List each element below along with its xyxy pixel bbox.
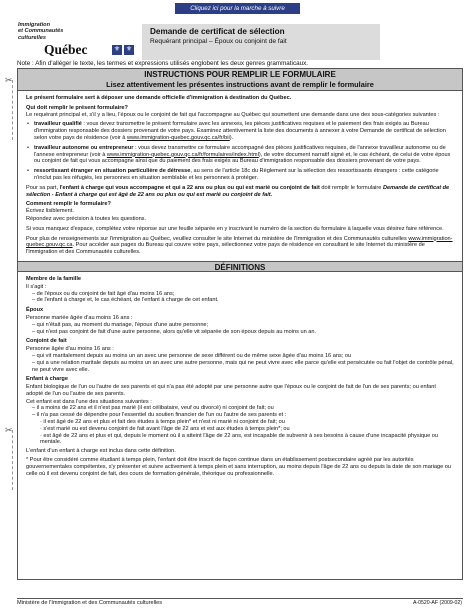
list-item: • ressortissant étranger en situation particulière de détresse, au sens de l'article 18c du Règlement sur la sélection des ressortissants étrangers : cette catégorie n'inclut pas les réfugiés, les personnes en situation semblable et les personnes à protéger.: [26, 168, 454, 182]
instructions-heading: INSTRUCTIONS POUR REMPLIR LE FORMULAIRE: [144, 70, 336, 79]
question-how: Comment remplir le formulaire?: [26, 201, 111, 208]
list-item: – de l'enfant à charge et, le cas échéant, de l'enfant à charge de cet enfant.: [32, 297, 219, 304]
scissors-icon: ✂: [5, 75, 13, 85]
instructions-heading-band: [18, 69, 462, 91]
term-spouse: Époux: [26, 307, 44, 314]
definition-text: Cet enfant est dans l'une des situations suivantes :: [26, 398, 152, 405]
term-common-law: Conjoint de fait: [26, 338, 67, 345]
instructions-frame: [17, 68, 463, 580]
forms-link[interactable]: www.immigration-quebec.gouv.qc.ca/fr/formulaires/index.html: [106, 151, 259, 158]
logo-quebec-text: Québec: [44, 42, 88, 57]
gender-note: Note : Afin d'alléger le texte, les termes et expressions utilisés englobent les deux genres grammaticaux.: [17, 60, 309, 67]
how-text-3: Si vous manquez d'espace, complétez votre réponse sur une feuille séparée en y inscrivant le numéro de la section du formulaire à laquelle vous désirez faire référence.: [26, 225, 444, 232]
form-title: Demande de certificat de sélection: [150, 27, 285, 36]
list-item: – de l'époux ou du conjoint de fait âgé d'au moins 16 ans;: [32, 290, 175, 297]
who-text: Le requérant principal et, s'il y a lieu, l'époux ou le conjoint de fait qui l'accompagne au Québec qui soumettent une demande dans une des sous-catégories suivantes :: [26, 111, 440, 118]
footer-form-code: A-0520-AF (2009-02): [412, 600, 462, 606]
definition-text: L'enfant d'un enfant à charge est inclus dans cette définition.: [26, 448, 176, 455]
logo-line-3: culturelles: [18, 34, 46, 41]
definition-list: [26, 291, 454, 305]
instructions-subheading: Lisez attentivement les présentes instructions avant de remplir le formulaire: [106, 80, 374, 89]
list-item: · est âgé de 22 ans et plus et qui, depuis le moment où il a atteint l'âge de 22 ans, est incapable de subvenir à ses besoins à cause d'une incapacité physique ou mentale.: [40, 432, 439, 446]
list-item: – il a moins de 22 ans et il n'est pas marié (il est célibataire, veuf ou divorcé) ni conjoint de fait; ou: [32, 405, 274, 412]
definition-text: Personne âgée d'au moins 16 ans :: [26, 346, 114, 353]
intro-text: Le présent formulaire sert à déposer une demande officielle d'immigration à destination du Québec.: [26, 95, 292, 101]
fleur-de-lis-icon: ⚜: [125, 46, 133, 53]
list-item: · il est âgé de 22 ans et plus et fait des études à temps plein* et n'est ni marié ni conjoint de fait; ou: [40, 419, 285, 426]
term-family: Membre de la famille: [26, 275, 82, 282]
more-info-text: Pour plus de renseignements sur l'immigration au Québec, veuillez consulter le site Internet du ministère de l'Immigration et des Communautés culturelles www.immigration-quebec.gouv.qc.ca. Pour accéder aux pages du Bureau qui couvre votre pays, sélectionnez votre pays de résidence en consultant le site Internet du ministère de l'Immigration et des Communautés culturelles.: [26, 235, 453, 256]
definitions-section: [18, 272, 462, 483]
footer-divider: [17, 598, 463, 599]
list-item: • travailleur qualifié : vous devez transmettre le présent formulaire avec les annexes, les pièces justificatives requises et le paiement des frais exigés au Bureau d'immigration responsable des dossiers provenant de votre pays. Examinez attentivement la liste des documents à annexer à votre Demande de certificat de sélection selon votre pays de résidence (voir à www.immigration-quebec.gouv.qc.ca/fr/bii).: [26, 121, 454, 141]
cut-line: [12, 80, 13, 140]
definition-list: [26, 405, 454, 446]
instructions-section: [18, 91, 462, 261]
instructions-link[interactable]: Cliquez ici pour la marche à suivre: [175, 3, 300, 14]
child-text: Pour sa part, l'enfant à charge qui vous accompagne et qui a 22 ans ou plus ou qui est marié ou conjoint de fait doit remplir le formulaire Demande de certificat de sélection - Enfant à charge qui est âgé de 22 ans ou plus ou qui est marié ou conjoint de fait.: [26, 184, 450, 198]
scissors-icon: ✂: [5, 425, 13, 435]
logo-line-2: et Communautés: [18, 28, 64, 35]
list-item: – qui vit maritalement depuis au moins un an avec une personne de sexe différent ou de même sexe âgée d'au moins 16 ans; ou: [32, 352, 352, 359]
quebec-logo: [18, 22, 143, 62]
definitions-heading: DÉFINITIONS: [18, 261, 462, 272]
term-dependent-child: Enfant à charge: [26, 376, 68, 383]
category-list: [26, 121, 454, 181]
definition-text: Enfant biologique de l'un ou l'autre de ses parents et qui n'a pas été adopté par une personne autre que l'époux ou le conjoint de fait de l'un de ses parents; ou enfant adopté de l'un ou l'autre de ses parents.: [26, 384, 436, 397]
list-item: · s'est marié ou est devenu conjoint de fait avant l'âge de 22 ans et est aux études à temps plein*; ou: [40, 425, 290, 432]
definition-list: [26, 322, 454, 336]
header: [16, 22, 462, 62]
definition-list: [26, 353, 454, 373]
form-title-box: [142, 24, 380, 60]
list-item: – qui a une relation maritale depuis au moins un an avec une autre personne, mais qui ne peut vivre avec elle parce qu'elle est persécutée ou fait l'objet de contrôle pénal, ne peut vivre avec elle.: [32, 359, 454, 373]
footer-ministry: Ministère de l'Immigration et des Communautés culturelles: [17, 600, 163, 606]
student-footnote: * Pour être considéré comme étudiant à temps plein, l'enfant doit être inscrit de façon continue dans un établissement postsecondaire agréé par les autorités gouvernementales compétentes, s'y présenter et suivre activement à temps plein et sans interruption, au moins depuis l'âge de 22 ans ou depuis la date de son mariage ou celle où il est devenu conjoint de fait, des cours de formation générale, théorique ou professionnelle.: [26, 457, 452, 477]
form-subtitle: Requérant principal – Époux ou conjoint de fait: [150, 38, 287, 45]
logo-line-1: Immigration: [18, 22, 51, 28]
how-text-2: Répondez avec précision à toutes les questions.: [26, 215, 147, 222]
ministry-link[interactable]: www.immigration-quebec.gouv.qc.ca: [26, 235, 453, 249]
list-item: • travailleur autonome ou entrepreneur : vous devez transmettre ce formulaire accompagné des pièces justificatives requises, de l'annexe travailleur autonome ou de l'annexe entrepreneur (voir à www.immigration-quebec.gouv.qc.ca/fr/formulaires/index.html), de votre document narratif signé et, le cas échéant, de celui de votre époux ou conjoint de fait qui vous accompagne ainsi que du paiement des frais exigés au Bureau d'immigration responsable des dossiers provenant de votre pays.: [26, 145, 454, 165]
fleur-de-lis-icon: ⚜: [113, 46, 121, 53]
definition-text: Il s'agit :: [26, 283, 47, 290]
cut-line: [12, 430, 13, 490]
list-item: – qui n'était pas, au moment du mariage, l'époux d'une autre personne;: [32, 321, 209, 328]
how-text-1: Écrivez lisiblement.: [26, 208, 74, 215]
list-item: – qui n'est pas conjoint de fait d'une autre personne, alors qu'elle vit séparée de son époux depuis au moins un an.: [32, 328, 317, 335]
question-who: Qui doit remplir le présent formulaire?: [26, 104, 128, 111]
definition-text: Personne mariée âgée d'au moins 16 ans :: [26, 314, 133, 321]
bii-link[interactable]: www.immigration-quebec.gouv.qc.ca/fr/bii: [126, 134, 230, 141]
list-item: – il n'a pas cessé de dépendre pour l'essentiel du soutien financier de l'un ou l'autre de ses parents et :: [32, 412, 287, 419]
